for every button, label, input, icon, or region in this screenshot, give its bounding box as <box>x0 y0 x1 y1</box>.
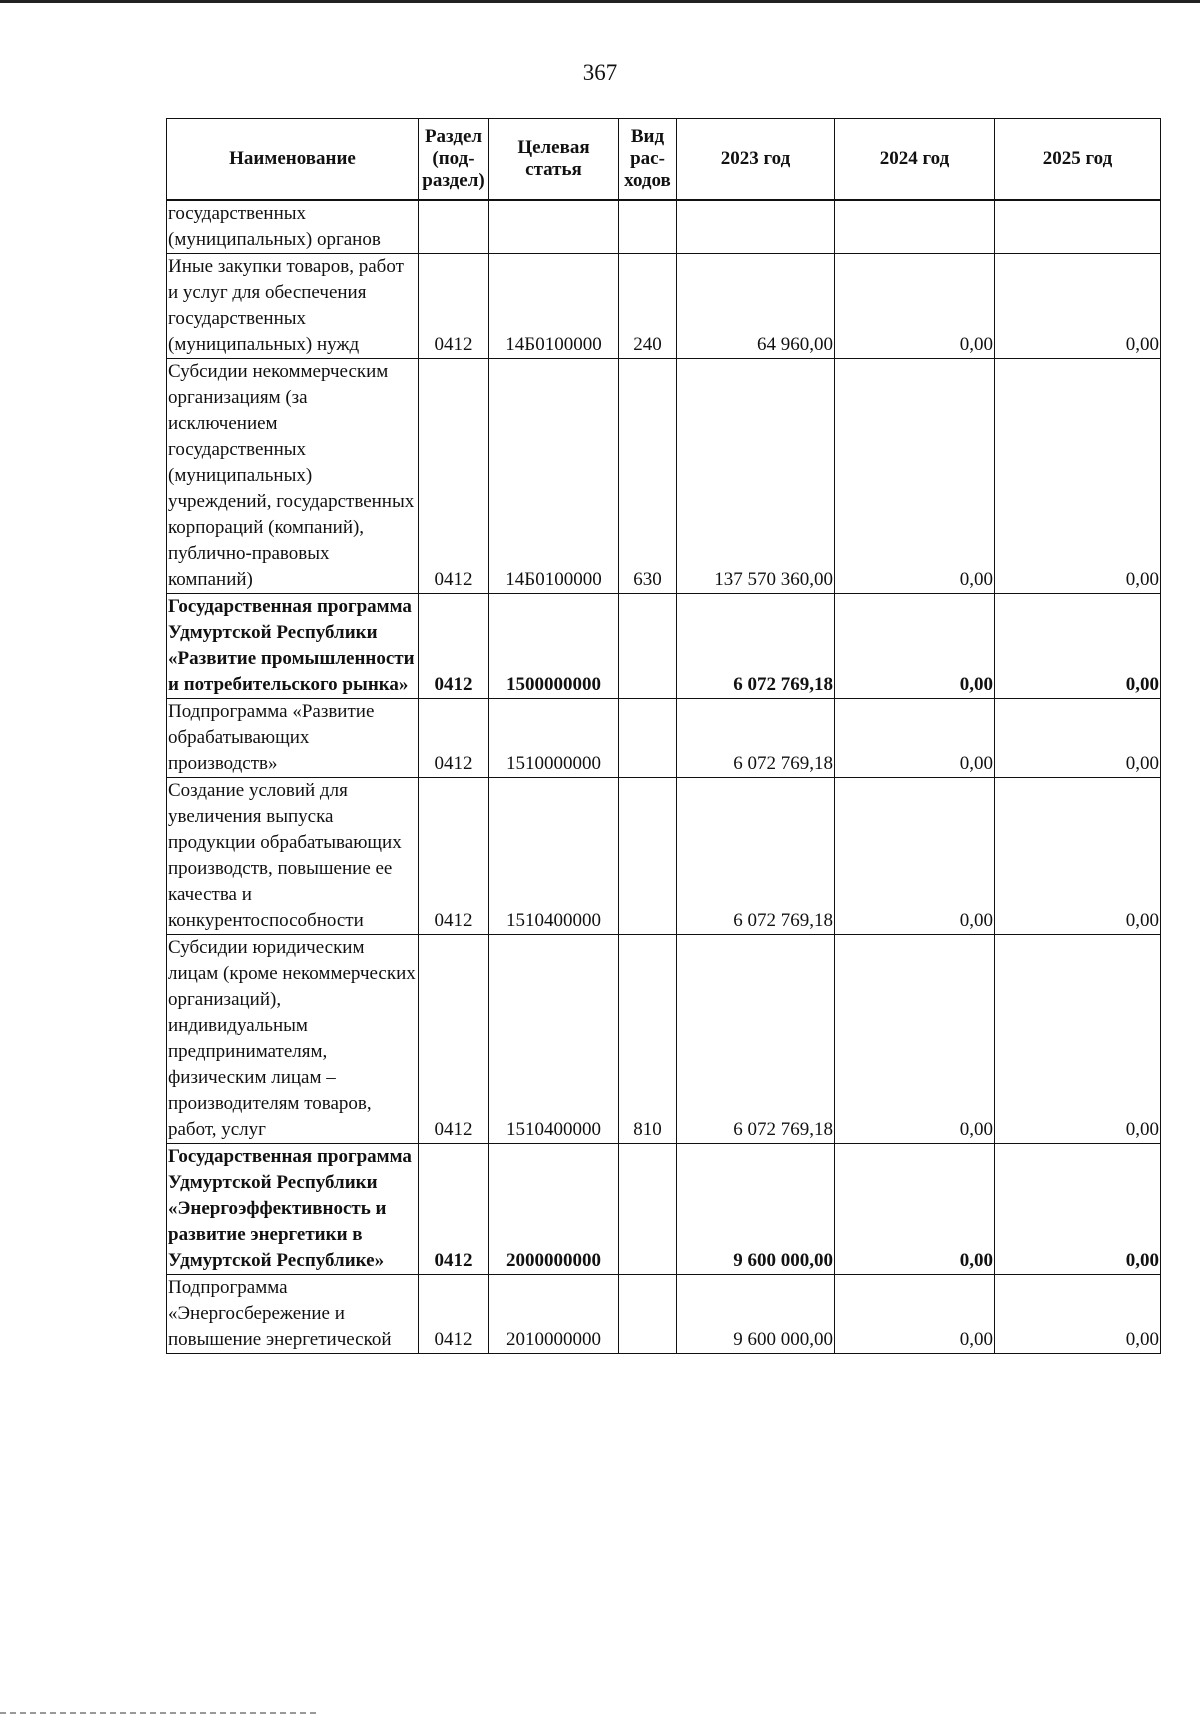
cell-y2024: 0,00 <box>835 1275 995 1354</box>
header-2023: 2023 год <box>677 119 835 201</box>
cell-name: Создание условий для увеличения выпуска продукции обрабатывающих производств, повышение ее качества и конкурентоспособности <box>167 778 419 935</box>
cell-y2023 <box>677 200 835 254</box>
cell-kind <box>619 594 677 699</box>
cell-target <box>489 200 619 254</box>
table-row <box>167 359 1161 594</box>
cell-target: 2000000000 <box>489 1144 619 1275</box>
cell-name: Государственная программа Удмуртской Республики «Развитие промышленности и потребительского рынка» <box>167 594 419 699</box>
cell-y2023: 137 570 360,00 <box>677 359 835 594</box>
cell-y2024: 0,00 <box>835 1144 995 1275</box>
table-row <box>167 594 1161 699</box>
table-header-row <box>167 119 1161 201</box>
cell-y2023: 9 600 000,00 <box>677 1275 835 1354</box>
cell-section: 0412 <box>419 254 489 359</box>
cell-y2024: 0,00 <box>835 594 995 699</box>
cell-name: Подпрограмма «Развитие обрабатывающих производств» <box>167 699 419 778</box>
table-row <box>167 200 1161 254</box>
table-row <box>167 778 1161 935</box>
cell-y2023: 6 072 769,18 <box>677 594 835 699</box>
page-number: 367 <box>582 60 618 85</box>
cell-y2023: 64 960,00 <box>677 254 835 359</box>
cell-kind: 630 <box>619 359 677 594</box>
cell-name: Государственная программа Удмуртской Республики «Энергоэффективность и развитие энергетики в Удмуртской Республике» <box>167 1144 419 1275</box>
header-section: Раздел (под-раздел) <box>419 119 489 201</box>
cell-name: Субсидии юридическим лицам (кроме некоммерческих организаций), индивидуальным предпринимателям, физическим лицам – производителям товаров, работ, услуг <box>167 935 419 1144</box>
cell-y2025: 0,00 <box>995 699 1161 778</box>
cell-y2024: 0,00 <box>835 254 995 359</box>
cell-kind <box>619 200 677 254</box>
cell-section: 0412 <box>419 594 489 699</box>
cell-target: 14Б0100000 <box>489 359 619 594</box>
cell-kind: 240 <box>619 254 677 359</box>
cell-section: 0412 <box>419 1275 489 1354</box>
cell-y2023: 9 600 000,00 <box>677 1144 835 1275</box>
cell-y2024: 0,00 <box>835 935 995 1144</box>
cell-target: 1510000000 <box>489 699 619 778</box>
cell-target: 1500000000 <box>489 594 619 699</box>
cell-kind: 810 <box>619 935 677 1144</box>
cell-target: 1510400000 <box>489 935 619 1144</box>
cell-kind <box>619 778 677 935</box>
cell-target: 14Б0100000 <box>489 254 619 359</box>
cell-y2025: 0,00 <box>995 594 1161 699</box>
scan-marks <box>0 1712 320 1714</box>
cell-section: 0412 <box>419 935 489 1144</box>
cell-y2024: 0,00 <box>835 778 995 935</box>
cell-y2025: 0,00 <box>995 359 1161 594</box>
table-row <box>167 1144 1161 1275</box>
cell-kind <box>619 1275 677 1354</box>
header-2024: 2024 год <box>835 119 995 201</box>
top-border-line <box>0 0 1200 3</box>
cell-y2023: 6 072 769,18 <box>677 699 835 778</box>
cell-y2024: 0,00 <box>835 359 995 594</box>
cell-target: 2010000000 <box>489 1275 619 1354</box>
cell-kind <box>619 1144 677 1275</box>
cell-y2023: 6 072 769,18 <box>677 935 835 1144</box>
cell-name: Подпрограмма «Энергосбережение и повышение энергетической <box>167 1275 419 1354</box>
cell-y2025: 0,00 <box>995 1275 1161 1354</box>
cell-section: 0412 <box>419 778 489 935</box>
cell-target: 1510400000 <box>489 778 619 935</box>
cell-name: государственных (муниципальных) органов <box>167 200 419 254</box>
cell-y2025: 0,00 <box>995 935 1161 1144</box>
cell-y2024 <box>835 200 995 254</box>
table-row <box>167 254 1161 359</box>
header-kind: Вид рас-ходов <box>619 119 677 201</box>
budget-table <box>166 118 1161 1354</box>
cell-y2025 <box>995 200 1161 254</box>
header-target: Целевая статья <box>489 119 619 201</box>
header-2025: 2025 год <box>995 119 1161 201</box>
table-row <box>167 1275 1161 1354</box>
cell-section: 0412 <box>419 1144 489 1275</box>
table-row <box>167 935 1161 1144</box>
cell-name: Иные закупки товаров, работ и услуг для обеспечения государственных (муниципальных) нужд <box>167 254 419 359</box>
header-name: Наименование <box>167 119 419 201</box>
cell-y2023: 6 072 769,18 <box>677 778 835 935</box>
cell-section <box>419 200 489 254</box>
cell-section: 0412 <box>419 699 489 778</box>
cell-name: Субсидии некоммерческим организациям (за исключением государственных (муниципальных) учреждений, государственных корпораций (компаний), публично-правовых компаний) <box>167 359 419 594</box>
cell-y2025: 0,00 <box>995 254 1161 359</box>
cell-y2024: 0,00 <box>835 699 995 778</box>
cell-section: 0412 <box>419 359 489 594</box>
cell-y2025: 0,00 <box>995 778 1161 935</box>
cell-kind <box>619 699 677 778</box>
table-row <box>167 699 1161 778</box>
cell-y2025: 0,00 <box>995 1144 1161 1275</box>
